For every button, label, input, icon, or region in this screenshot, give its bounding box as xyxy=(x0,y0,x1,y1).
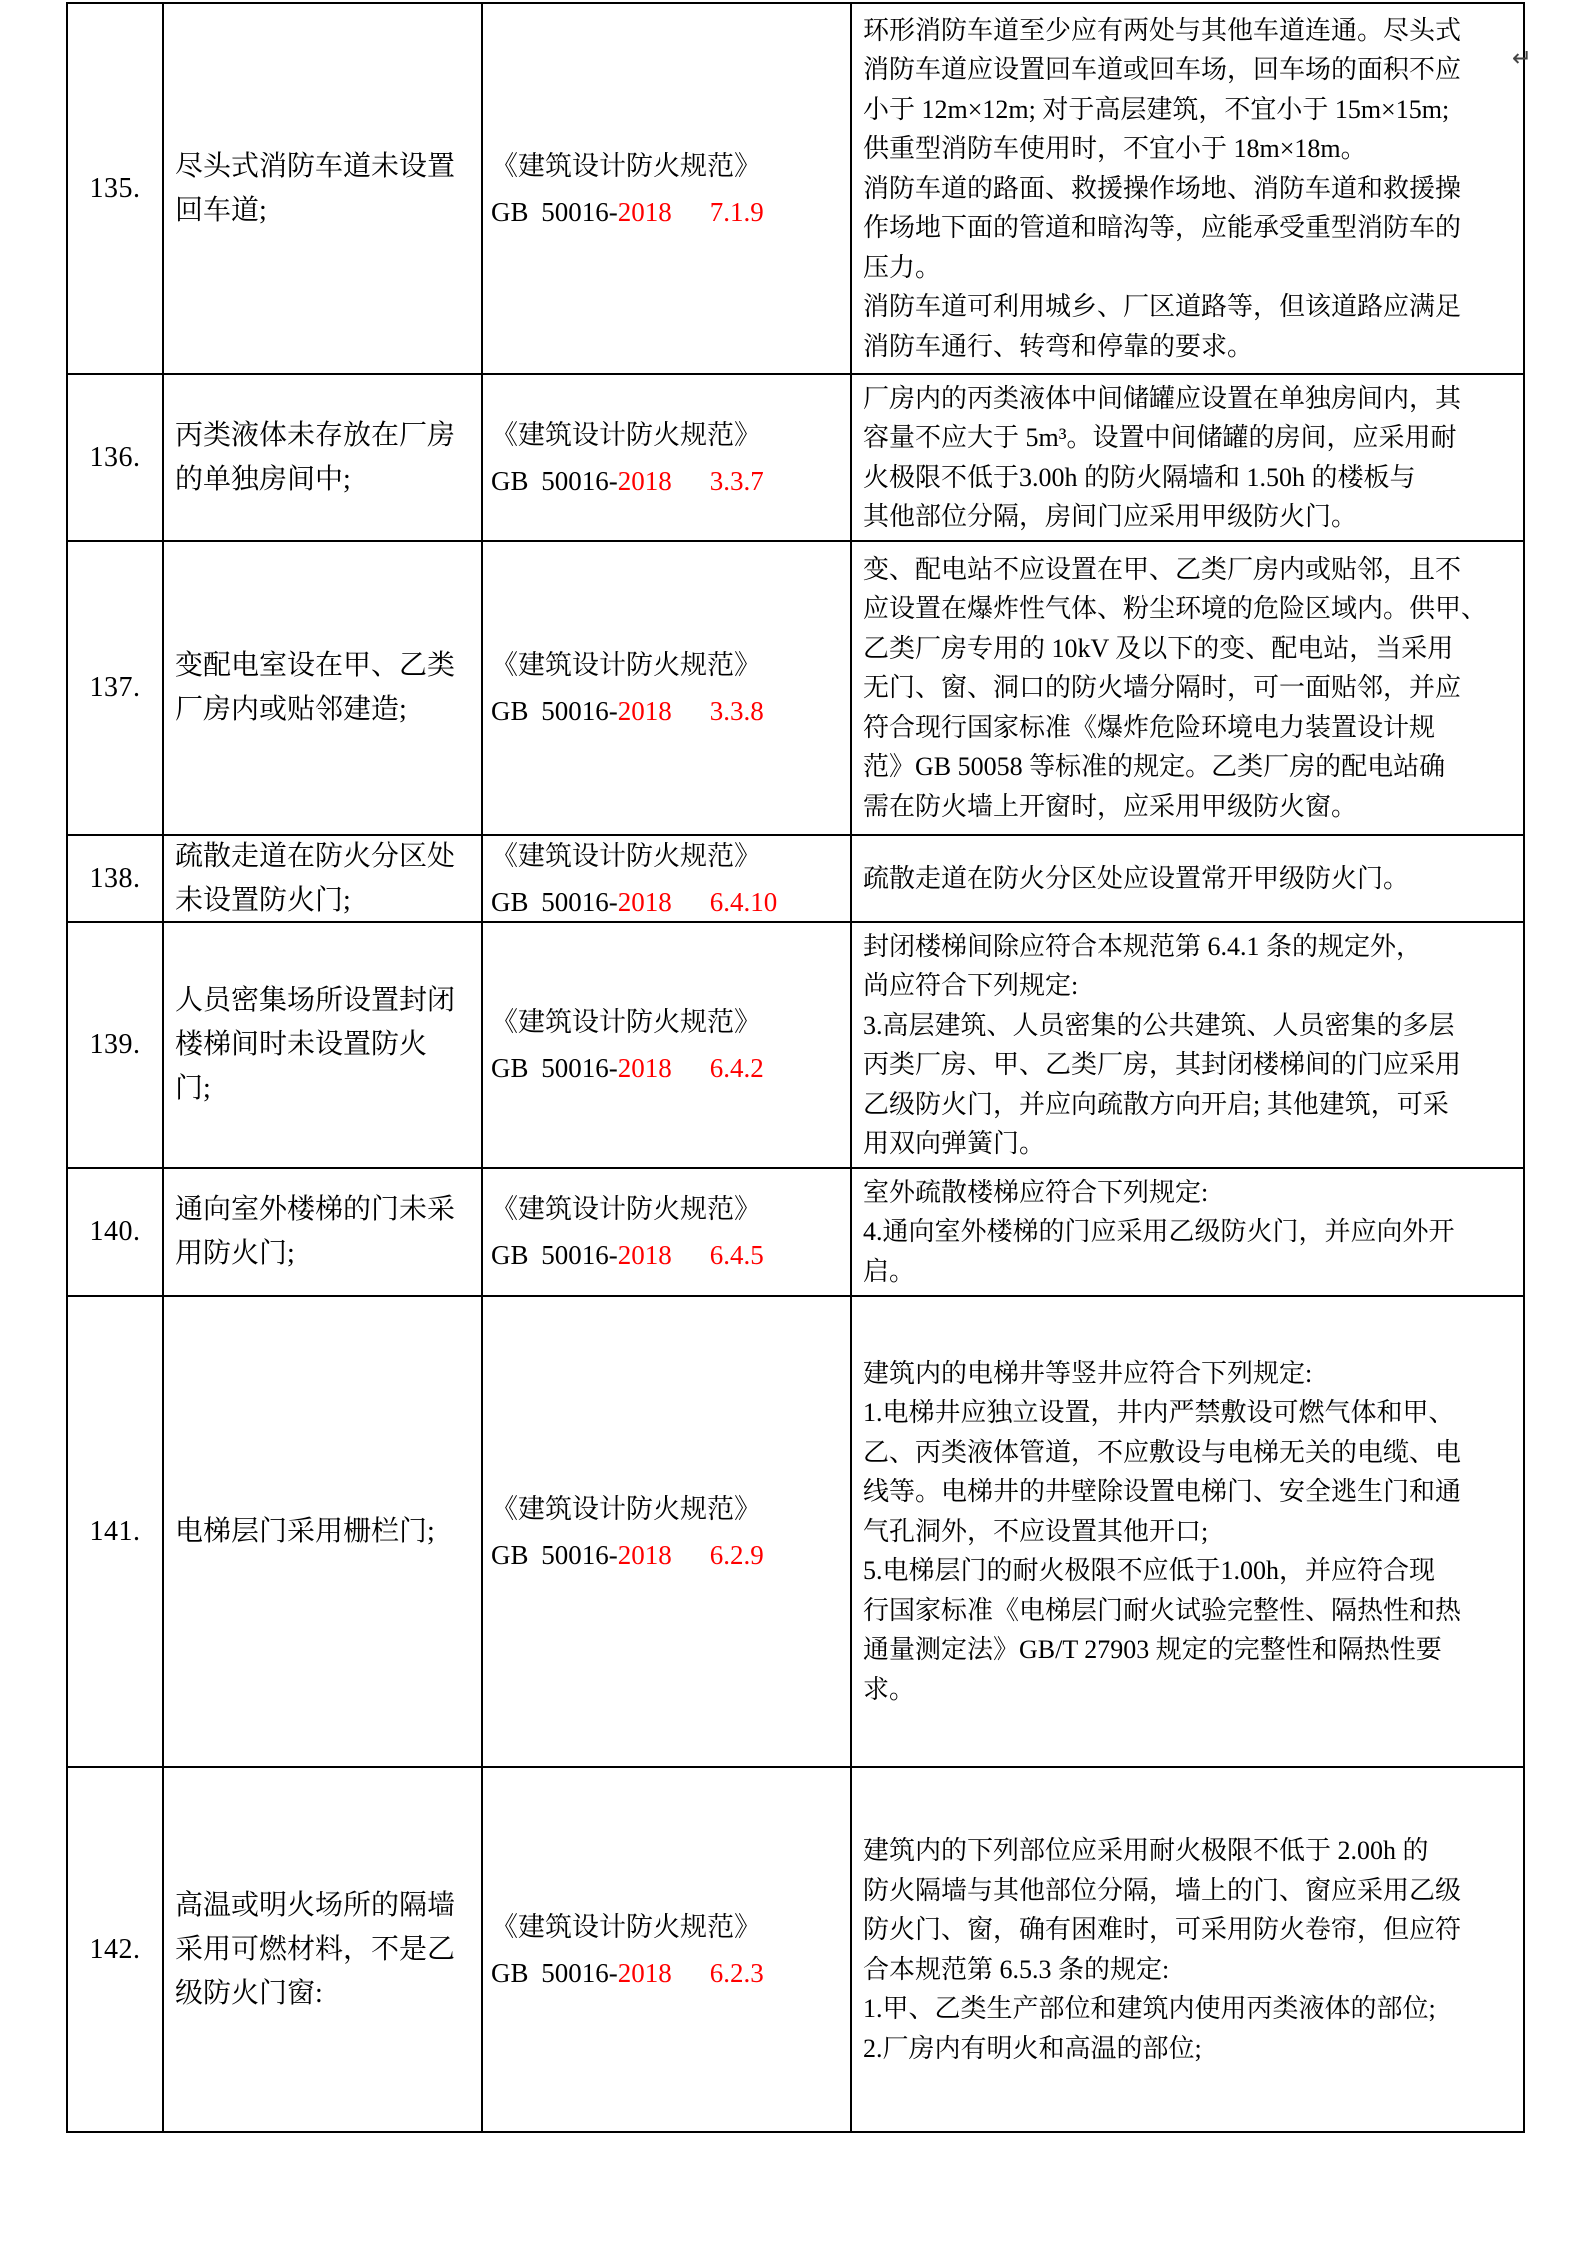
detail-line: 作场地下面的管道和暗沟等，应能承受重型消防车的 xyxy=(863,213,1462,243)
detail-line: 通量测定法》GB/T 27903 规定的完整性和隔热性要 xyxy=(863,1635,1442,1665)
issue-description xyxy=(164,1297,483,1766)
regulation-detail xyxy=(852,836,1523,921)
detail-line: 丙类厂房、甲、乙类厂房，其封闭楼梯间的门应采用 xyxy=(863,1050,1462,1079)
detail-line: 变、配电站不应设置在甲、乙类厂房内或贴邻，且不 xyxy=(863,554,1462,584)
section-number: 6.4.5 xyxy=(709,1240,764,1270)
detail-line: 疏散走道在防火分区处应设置常开甲级防火门。 xyxy=(863,863,1410,893)
detail-line: 防火隔墙与其他部位分隔，墙上的门、窗应采用乙级 xyxy=(863,1875,1462,1905)
issue-line: 用防火门; xyxy=(175,1238,295,1269)
standard-code-prefix: GB 50016- xyxy=(491,1053,618,1083)
detail-line: 室外疏散楼梯应符合下列规定: xyxy=(863,1177,1209,1207)
regulation-detail xyxy=(852,1297,1523,1766)
detail-line: 尚应符合下列规定: xyxy=(863,971,1079,1000)
detail-line: 容量不应大于 5m³。设置中间储罐的房间，应采用耐 xyxy=(863,423,1457,452)
detail-line: 1.电梯井应独立设置，井内严禁敷设可燃气体和甲、 xyxy=(863,1398,1455,1428)
standard-year: 2018 xyxy=(617,465,672,496)
detail-line: 建筑内的电梯井等竖井应符合下列规定: xyxy=(863,1358,1313,1388)
issue-line: 通向室外楼梯的门未采 xyxy=(175,1194,456,1225)
section-number: 6.4.10 xyxy=(709,886,778,917)
regulation-reference xyxy=(483,1768,852,2131)
row-number: 141. xyxy=(68,1297,164,1766)
issue-line: 楼梯间时未设置防火 xyxy=(175,1029,428,1060)
standard-code-prefix: GB 50016- xyxy=(491,1539,618,1570)
detail-line: 5.电梯层门的耐火极限不应低于1.00h，并应符合现 xyxy=(863,1556,1436,1586)
detail-line: 1.甲、乙类生产部位和建筑内使用丙类液体的部位; xyxy=(863,1994,1436,2023)
detail-line: 其他部位分隔，房间门应采用甲级防火门。 xyxy=(863,502,1358,531)
issue-line: 级防火门窗: xyxy=(175,1977,323,2009)
issue-line: 变配电室设在甲、乙类 xyxy=(175,650,456,681)
standard-name: 《建筑设计防火规范》 xyxy=(491,419,761,450)
row-number: 139. xyxy=(68,923,164,1167)
standard-year: 2018 xyxy=(617,1539,672,1570)
detail-line: 线等。电梯井的井壁除设置电梯门、安全逃生门和通 xyxy=(863,1477,1462,1507)
detail-line: 环形消防车道至少应有两处与其他车道连通。尽头式 xyxy=(863,15,1462,45)
detail-line: 2.厂房内有明火和高温的部位; xyxy=(863,2033,1202,2063)
standard-name: 《建筑设计防火规范》 xyxy=(491,1007,761,1037)
standard-code-prefix: GB 50016- xyxy=(491,1240,618,1270)
section-number: 7.1.9 xyxy=(709,196,764,227)
issue-line: 采用可燃材料，不是乙 xyxy=(175,1933,456,1965)
detail-line: 3.高层建筑、人员密集的公共建筑、人员密集的多层 xyxy=(863,1010,1455,1040)
issue-line: 未设置防火门; xyxy=(175,884,351,916)
detail-line: 封闭楼梯间除应符合本规范第 6.4.1 条的规定外， xyxy=(863,931,1423,961)
detail-line: 厂房内的丙类液体中间储罐应设置在单独房间内，其 xyxy=(863,383,1462,413)
table-row xyxy=(68,923,1523,1169)
issue-line: 人员密集场所设置封闭 xyxy=(175,985,456,1016)
table-row xyxy=(68,836,1523,923)
standard-code-prefix: GB 50016- xyxy=(491,196,618,227)
detail-line: 气孔洞外，不应设置其他开口; xyxy=(863,1516,1209,1546)
regulation-reference xyxy=(483,1169,852,1295)
standard-code xyxy=(491,189,844,235)
detail-line: 启。 xyxy=(863,1256,916,1286)
detail-line: 应设置在爆炸性气体、粉尘环境的危险区域内。供甲、 xyxy=(863,594,1488,624)
issue-line: 门; xyxy=(175,1073,211,1104)
section-number: 6.2.3 xyxy=(709,1957,764,1988)
standard-code-prefix: GB 50016- xyxy=(491,696,618,726)
detail-line: 乙类厂房专用的 10kV 及以下的变、配电站，当采用 xyxy=(863,633,1454,663)
table-row xyxy=(68,4,1523,375)
row-number: 140. xyxy=(68,1169,164,1295)
issue-description xyxy=(164,1169,483,1295)
issue-line: 回车道; xyxy=(175,194,267,226)
standard-year: 2018 xyxy=(617,1957,672,1988)
detail-line: 行国家标准《电梯层门耐火试验完整性、隔热性和热 xyxy=(863,1595,1462,1625)
regulation-reference xyxy=(483,4,852,373)
regulation-reference xyxy=(483,836,852,921)
issue-description xyxy=(164,1768,483,2131)
issue-description xyxy=(164,836,483,921)
detail-line: 无门、窗、洞口的防火墙分隔时，可一面贴邻，并应 xyxy=(863,673,1462,703)
standard-year: 2018 xyxy=(617,696,672,726)
table-row xyxy=(68,542,1523,836)
detail-line: 防火门、窗，确有困难时，可采用防火卷帘，但应符 xyxy=(863,1915,1462,1944)
standard-year: 2018 xyxy=(617,886,672,917)
detail-line: 需在防火墙上开窗时，应采用甲级防火窗。 xyxy=(863,791,1358,821)
standard-code xyxy=(491,1232,844,1278)
regulation-table xyxy=(66,2,1525,2133)
detail-line: 小于 12m×12m; 对于高层建筑，不宜小于 15m×15m; xyxy=(863,94,1450,124)
detail-line: 乙、丙类液体管道，不应敷设与电梯无关的电缆、电 xyxy=(863,1437,1462,1467)
issue-line: 电梯层门采用栅栏门; xyxy=(175,1515,435,1547)
regulation-detail xyxy=(852,923,1523,1167)
detail-line: 供重型消防车使用时，不宜小于 18m×18m。 xyxy=(863,134,1367,164)
standard-year: 2018 xyxy=(617,196,672,227)
detail-line: 4.通向室外楼梯的门应采用乙级防火门，并应向外开 xyxy=(863,1217,1455,1247)
standard-code-prefix: GB 50016- xyxy=(491,1957,618,1988)
row-number: 142. xyxy=(68,1768,164,2131)
issue-description xyxy=(164,923,483,1167)
detail-line: 求。 xyxy=(863,1674,916,1704)
row-number: 136. xyxy=(68,375,164,540)
issue-description xyxy=(164,4,483,373)
regulation-detail xyxy=(852,375,1523,540)
issue-line: 高温或明火场所的隔墙 xyxy=(175,1889,456,1921)
issue-description xyxy=(164,375,483,540)
table-row xyxy=(68,1297,1523,1768)
standard-code-prefix: GB 50016- xyxy=(491,465,618,496)
detail-line: 用双向弹簧门。 xyxy=(863,1129,1046,1158)
regulation-detail xyxy=(852,542,1523,834)
standard-code-prefix: GB 50016- xyxy=(491,886,618,917)
table-row xyxy=(68,1768,1523,2131)
detail-line: 范》GB 50058 等标准的规定。乙类厂房的配电站确 xyxy=(863,752,1446,782)
standard-year: 2018 xyxy=(617,1240,672,1270)
standard-year: 2018 xyxy=(617,1053,672,1083)
standard-code xyxy=(491,1950,844,1996)
standard-name: 《建筑设计防火规范》 xyxy=(491,840,761,871)
standard-code xyxy=(491,688,844,734)
detail-line: 合本规范第 6.5.3 条的规定: xyxy=(863,1954,1170,1984)
detail-line: 消防车道应设置回车道或回车场，回车场的面积不应 xyxy=(863,55,1462,85)
issue-line: 丙类液体未存放在厂房 xyxy=(175,419,456,451)
issue-line: 疏散走道在防火分区处 xyxy=(175,840,456,872)
detail-line: 消防车道可利用城乡、厂区道路等，但该道路应满足 xyxy=(863,292,1462,322)
regulation-detail xyxy=(852,1169,1523,1295)
row-number: 138. xyxy=(68,836,164,921)
standard-name: 《建筑设计防火规范》 xyxy=(491,1911,761,1942)
detail-line: 乙级防火门，并应向疏散方向开启; 其他建筑，可采 xyxy=(863,1089,1449,1119)
regulation-detail xyxy=(852,4,1523,373)
regulation-detail xyxy=(852,1768,1523,2131)
regulation-reference xyxy=(483,542,852,834)
row-number: 135. xyxy=(68,4,164,373)
issue-line: 厂房内或贴邻建造; xyxy=(175,694,407,725)
detail-line: 符合现行国家标准《爆炸危险环境电力装置设计规 xyxy=(863,712,1436,742)
paragraph-mark-icon: ↵ xyxy=(1512,44,1533,72)
detail-line: 压力。 xyxy=(863,252,942,282)
section-number: 3.3.8 xyxy=(709,696,764,726)
detail-line: 消防车通行、转弯和停靠的要求。 xyxy=(863,331,1254,361)
regulation-reference xyxy=(483,1297,852,1766)
section-number: 6.4.2 xyxy=(709,1053,764,1083)
standard-code xyxy=(491,879,844,922)
issue-line: 的单独房间中; xyxy=(175,463,351,495)
issue-line: 尽头式消防车道未设置 xyxy=(175,150,456,182)
table-row xyxy=(68,1169,1523,1297)
section-number: 6.2.9 xyxy=(709,1539,764,1570)
detail-line: 消防车道的路面、救援操作场地、消防车道和救援操 xyxy=(863,173,1462,203)
row-number: 137. xyxy=(68,542,164,834)
standard-code xyxy=(491,1045,844,1091)
standard-name: 《建筑设计防火规范》 xyxy=(491,650,761,680)
table-row xyxy=(68,375,1523,542)
regulation-reference xyxy=(483,923,852,1167)
detail-line: 建筑内的下列部位应采用耐火极限不低于 2.00h 的 xyxy=(863,1836,1429,1865)
standard-name: 《建筑设计防火规范》 xyxy=(491,1194,761,1224)
detail-line: 火极限不低于3.00h 的防火隔墙和 1.50h 的楼板与 xyxy=(863,462,1416,492)
standard-code xyxy=(491,458,844,504)
issue-description xyxy=(164,542,483,834)
standard-name: 《建筑设计防火规范》 xyxy=(491,150,761,181)
standard-code xyxy=(491,1532,844,1578)
standard-name: 《建筑设计防火规范》 xyxy=(491,1493,761,1524)
section-number: 3.3.7 xyxy=(709,465,764,496)
regulation-reference xyxy=(483,375,852,540)
